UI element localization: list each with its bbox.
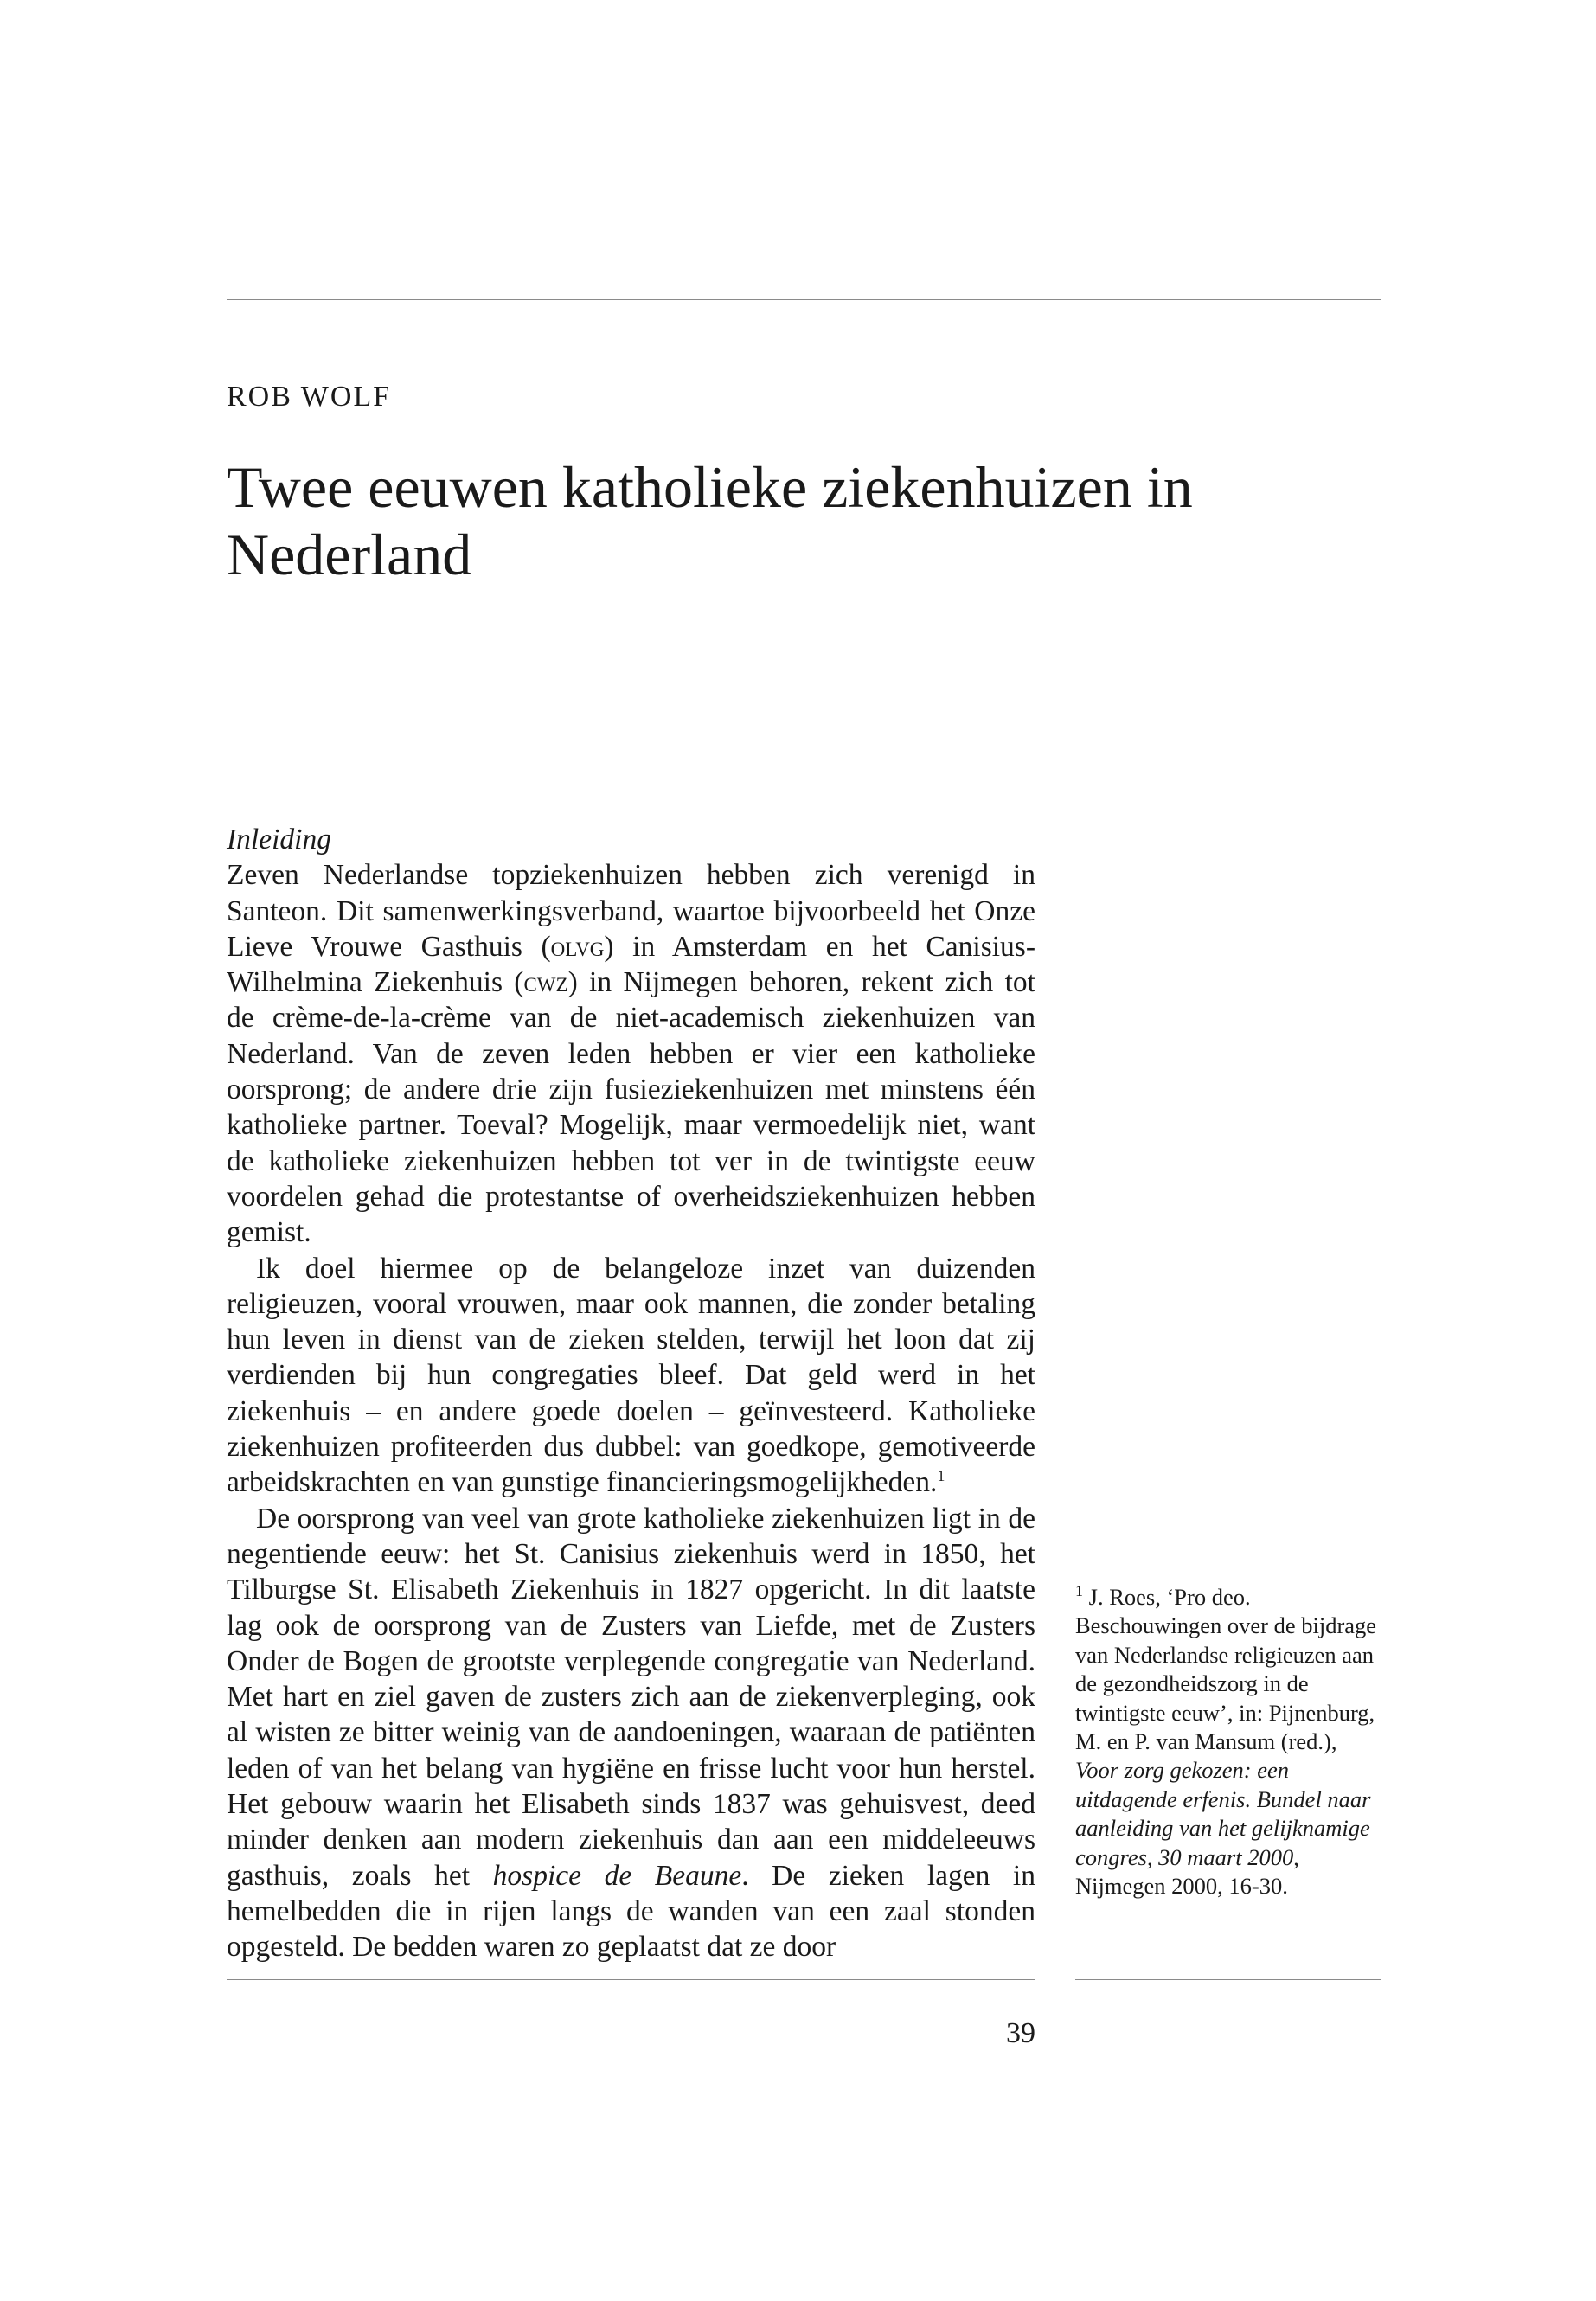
body-text bbox=[227, 822, 1035, 1965]
paragraph-2 bbox=[227, 1251, 1035, 1501]
footnote-text-a: J. Roes, ‘Pro deo. Beschouwingen over de bijdrage van Nederlandse religieuzen aan de gezondheidszorg in de twintigste eeuw’, in: Pijnenburg, M. en P. van Mansum (red.), bbox=[1075, 1584, 1377, 1755]
bottom-rule-notes bbox=[1075, 1979, 1381, 1980]
section-heading: Inleiding bbox=[227, 824, 331, 856]
abbr-olvg: olvg bbox=[550, 930, 605, 963]
paragraph-3-emphasis: hospice de Beaune bbox=[492, 1859, 742, 1892]
paragraph-1-part-c: ) in Nijmegen behoren, rekent zich tot de crème-de-la-crème van de niet-academisch ziekenhuizen van Nederland. Van de zeven leden hebben er vier een katholieke oorsprong; de andere drie zijn fusieziekenhuizen met minstens één katholieke partner. Toeval? Mogelijk, maar vermoedelijk niet, want de katholieke ziekenhuizen hebben tot ver in de twintigste eeuw voordelen gehad die protestantse of overheidsziekenhuizen hebben gemist. bbox=[227, 966, 1035, 1249]
paragraph-1-part-b: ) in Amsterdam en het Canisius-Wilhelmina Ziekenhuis ( bbox=[227, 930, 1035, 999]
paragraph-1 bbox=[227, 857, 1035, 1250]
footnote-emphasis: Voor zorg gekozen: een uitdagende erfenis. Bundel naar aanleiding van het gelijknamige congres, 30 maart 2000 bbox=[1075, 1757, 1371, 1870]
paragraph-3-part-a: De oorsprong van veel van grote katholieke ziekenhuizen ligt in de negentiende eeuw: het St. Canisius ziekenhuis werd in 1850, het Tilburgse St. Elisabeth Ziekenhuis in 1827 opgericht. In dit laatste lag ook de oorsprong van de Zusters van Liefde, met de Zusters Onder de Bogen de grootste verplegende congregatie van Nederland. Met hart en ziel gaven de zusters zich aan de ziekenverpleging, ook al wisten ze bitter weinig van de aandoeningen, waaraan de patiënten leden of van het belang van hygiëne en frisse lucht voor hun herstel. Het gebouw waarin het Elisabeth sinds 1837 was gehuisvest, deed minder denken aan modern ziekenhuis dan aan een middeleeuws gasthuis, zoals het bbox=[227, 1502, 1035, 1892]
footnote-text-b: , Nijmegen 2000, 16-30. bbox=[1075, 1843, 1299, 1900]
page-number: 39 bbox=[1006, 2017, 1035, 2049]
paragraph-2-text: Ik doel hiermee op de belangeloze inzet van duizenden religieuzen, vooral vrouwen, maar ook mannen, die zonder betaling hun leven in dienst van de zieken stelden, terwijl het loon dat zij verdienden bij hun congregaties bleef. Dat geld werd in het ziekenhuis – en andere goede doelen – geïnvesteerd. Katholieke ziekenhuizen profiteerden dus dubbel: van goedkope, gemotiveerde arbeidskrachten en van gunstige financieringsmogelijkheden. bbox=[227, 1252, 1035, 1499]
author-name: ROB WOLF bbox=[227, 381, 392, 413]
abbr-cwz: cwz bbox=[523, 966, 568, 999]
footnote bbox=[1075, 1583, 1381, 1900]
top-rule bbox=[227, 299, 1381, 300]
paragraph-3 bbox=[227, 1501, 1035, 1965]
paragraph-3-part-b: . De zieken lagen in hemelbedden die in rijen langs de wanden van een zaal stonden opgesteld. De bedden waren zo geplaatst dat ze door bbox=[227, 1859, 1035, 1964]
paragraph-1-part-a: Zeven Nederlandse topziekenhuizen hebben zich verenigd in Santeon. Dit samenwerkingsverband, waartoe bijvoorbeeld het Onze Lieve Vrouwe Gasthuis ( bbox=[227, 859, 1035, 963]
bottom-rule-main bbox=[227, 1979, 1035, 1980]
footnote-number: 1 bbox=[1075, 1582, 1083, 1600]
article-title: Twee eeuwen katholieke ziekenhuizen in Nederland bbox=[227, 454, 1193, 587]
footnote-ref[interactable]: 1 bbox=[937, 1467, 945, 1485]
